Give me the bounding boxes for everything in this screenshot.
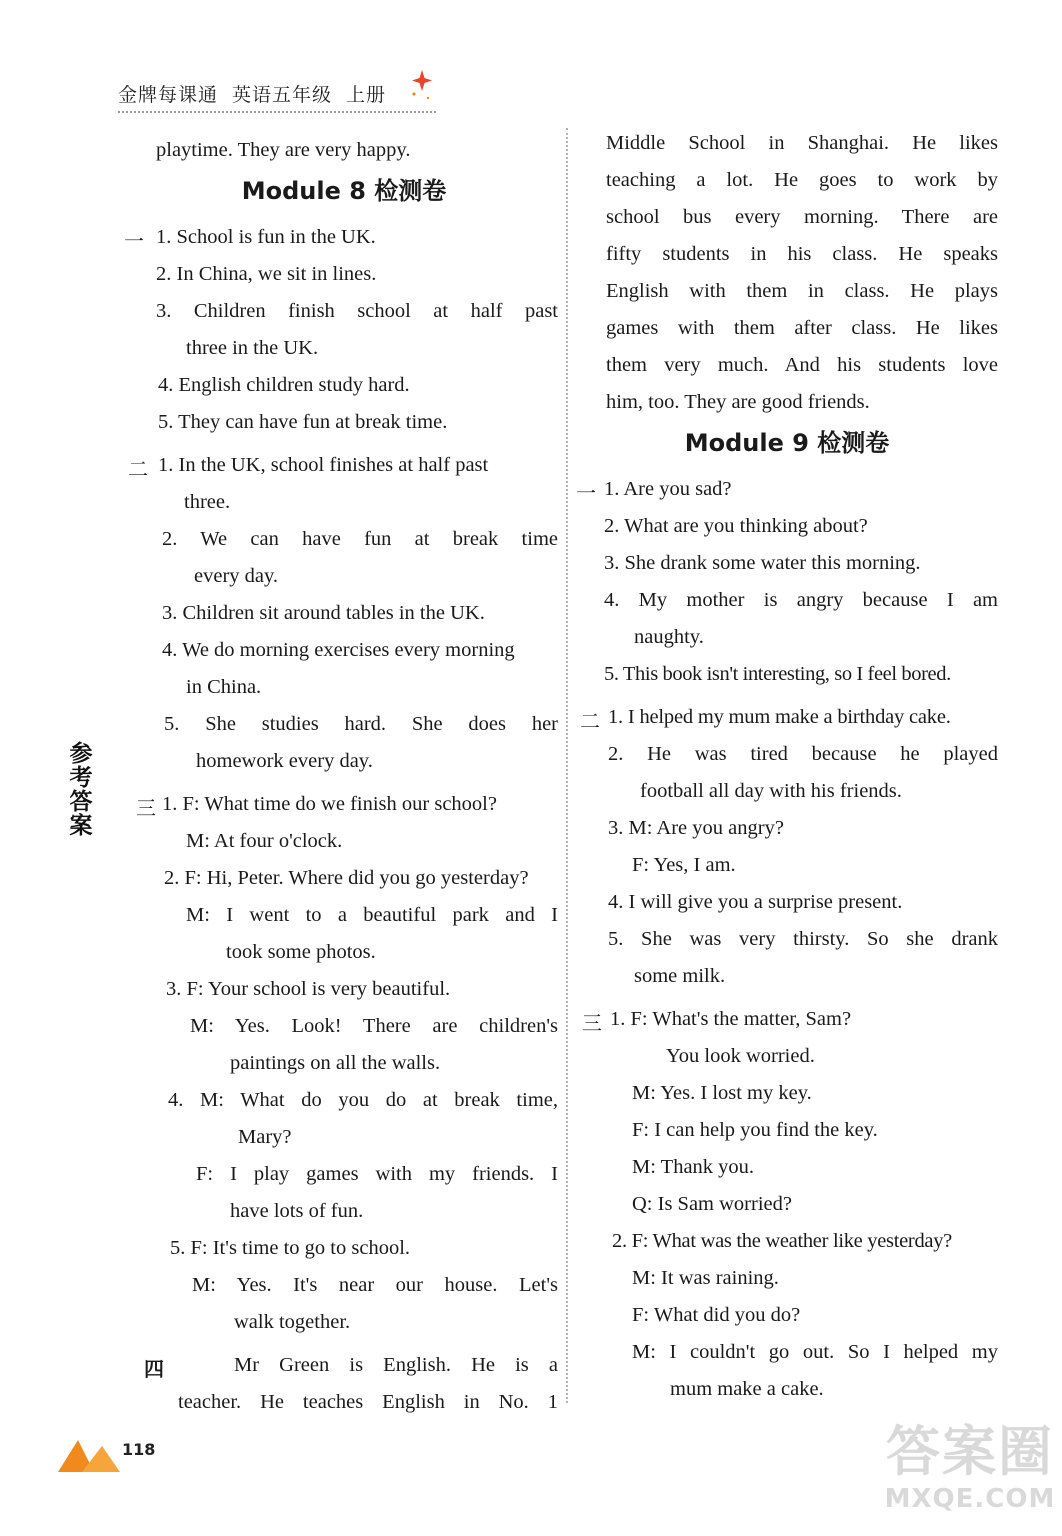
watermark: [880, 1420, 1060, 1530]
dialogue-line: F: What did you do?: [632, 1304, 801, 1326]
module9-section-2: [576, 699, 998, 995]
module8-section-4: [130, 1347, 558, 1421]
module8-title: Module 8 检测卷: [241, 177, 447, 205]
passage-line: them very much. And his students love: [606, 354, 998, 376]
answer-line: 1. Are you sad?: [604, 478, 732, 500]
passage-line: fifty students in his class. He speaks: [606, 243, 998, 265]
answer-line: 4. My mother is angry because I am: [604, 589, 998, 611]
side-label-answers: 参 考 答 案: [69, 741, 93, 839]
passage-line: English with them in class. He plays: [606, 280, 998, 302]
dialogue-line: walk together.: [234, 1311, 351, 1333]
answer-line: in China.: [186, 676, 262, 698]
answer-line: 5. This book isn't interesting, so I feel bored.: [604, 663, 951, 685]
sparkle-icon: [408, 66, 438, 106]
dialogue-line: mum make a cake.: [670, 1378, 824, 1400]
answer-line: 1. I helped my mum make a birthday cake.: [608, 706, 951, 728]
answer-line: 2. He was tired because he played: [608, 743, 998, 765]
running-header: [118, 80, 386, 107]
section-mark: 二: [128, 457, 148, 481]
header-divider: [118, 111, 436, 113]
dialogue-line: F: I can help you find the key.: [632, 1119, 878, 1141]
answer-line: 1. School is fun in the UK.: [156, 226, 376, 248]
mountain-decoration-icon: [58, 1432, 122, 1474]
column-divider: [566, 128, 568, 1403]
book-volume: 上册: [346, 84, 387, 106]
section-mark: 一: [124, 229, 144, 253]
module8-section-2: [130, 447, 558, 780]
answer-line: 3. She drank some water this morning.: [604, 552, 921, 574]
dialogue-line: 4. M: What do you do at break time,: [168, 1089, 558, 1111]
answer-line: 5. She was very thirsty. So she drank: [608, 928, 998, 950]
answer-line: 2. In China, we sit in lines.: [156, 263, 377, 285]
section-mark: 三: [582, 1011, 602, 1035]
passage-line: teacher. He teaches English in No. 1: [178, 1391, 558, 1413]
dialogue-line: M: It was raining.: [632, 1267, 779, 1289]
module9-section-1: [576, 471, 998, 693]
dialogue-line: 2. F: Hi, Peter. Where did you go yesterday?: [164, 867, 529, 889]
passage-line: Mr Green is English. He is a: [234, 1354, 558, 1376]
answer-line: some milk.: [634, 965, 726, 987]
dialogue-line: paintings on all the walls.: [230, 1052, 441, 1074]
answer-line: homework every day.: [196, 750, 373, 772]
section-mark: 一: [576, 481, 596, 505]
module8-section-3: [130, 786, 558, 1341]
dialogue-line: 1. F: What's the matter, Sam?: [610, 1008, 852, 1030]
dialogue-line: 2. F: What was the weather like yesterday?: [612, 1230, 952, 1252]
answer-line: 3. Children sit around tables in the UK.: [162, 602, 485, 624]
answer-line: 5. They can have fun at break time.: [158, 411, 448, 433]
watermark-url: MXQE.COM: [884, 1484, 1056, 1514]
passage-line: teaching a lot. He goes to work by: [606, 169, 998, 191]
module9-title: Module 9 检测卷: [684, 429, 890, 457]
dialogue-line: 3. F: Your school is very beautiful.: [166, 978, 451, 1000]
answer-line: 2. What are you thinking about?: [604, 515, 868, 537]
answer-line: three.: [184, 491, 231, 513]
answer-line: every day.: [194, 565, 279, 587]
dialogue-line: took some photos.: [226, 941, 376, 963]
passage-continued: [576, 125, 998, 421]
dialogue-line: You look worried.: [666, 1045, 815, 1067]
answer-line: 4. We do morning exercises every morning: [162, 639, 515, 661]
watermark-title: 答案圈: [886, 1420, 1054, 1483]
dialogue-line: M: Yes. Look! There are children's: [190, 1015, 558, 1037]
dialogue-line: M: At four o'clock.: [186, 830, 343, 852]
answer-line: 2. We can have fun at break time: [162, 528, 558, 550]
passage-line: him, too. They are good friends.: [606, 391, 870, 413]
dialogue-line: M: I couldn't go out. So I helped my: [632, 1341, 998, 1363]
passage-line: Middle School in Shanghai. He likes: [606, 132, 998, 154]
dialogue-line: M: I went to a beautiful park and I: [186, 904, 558, 926]
carry-over-line: playtime. They are very happy.: [156, 139, 411, 161]
book-subject: 英语五年级: [232, 84, 333, 106]
right-column: [576, 125, 998, 1408]
dialogue-line: F: I play games with my friends. I: [196, 1163, 558, 1185]
section-mark: 四: [144, 1357, 164, 1381]
answer-line: 5. She studies hard. She does her: [164, 713, 558, 735]
answer-line: 3. Children finish school at half past: [156, 300, 558, 322]
dialogue-line: M: Yes. It's near our house. Let's: [192, 1274, 558, 1296]
passage-line: school bus every morning. There are: [606, 206, 998, 228]
answer-line: naughty.: [634, 626, 704, 648]
dialogue-line: M: Yes. I lost my key.: [632, 1082, 812, 1104]
answer-line: three in the UK.: [186, 337, 319, 359]
answer-line: football all day with his friends.: [640, 780, 902, 802]
left-column: [124, 132, 558, 1421]
module9-section-3: [576, 1001, 998, 1408]
section-mark: 三: [136, 796, 156, 820]
page-number: 118: [122, 1440, 156, 1459]
dialogue-line: have lots of fun.: [230, 1200, 364, 1222]
dialogue-line: Mary?: [238, 1126, 292, 1148]
answer-line: 4. English children study hard.: [158, 374, 410, 396]
dialogue-line: M: Thank you.: [632, 1156, 755, 1178]
dialogue-line: 1. F: What time do we finish our school?: [162, 793, 497, 815]
passage-line: games with them after class. He likes: [606, 317, 998, 339]
book-title: 金牌每课通: [118, 84, 219, 106]
dialogue-line: 5. F: It's time to go to school.: [170, 1237, 411, 1259]
answer-line: 1. In the UK, school finishes at half past: [158, 454, 489, 476]
section-mark: 二: [580, 709, 600, 733]
module8-section-1: [124, 219, 558, 441]
answer-line: 4. I will give you a surprise present.: [608, 891, 903, 913]
dialogue-line: Q: Is Sam worried?: [632, 1193, 792, 1215]
answer-line: 3. M: Are you angry?: [608, 817, 784, 839]
answer-line: F: Yes, I am.: [632, 854, 736, 876]
